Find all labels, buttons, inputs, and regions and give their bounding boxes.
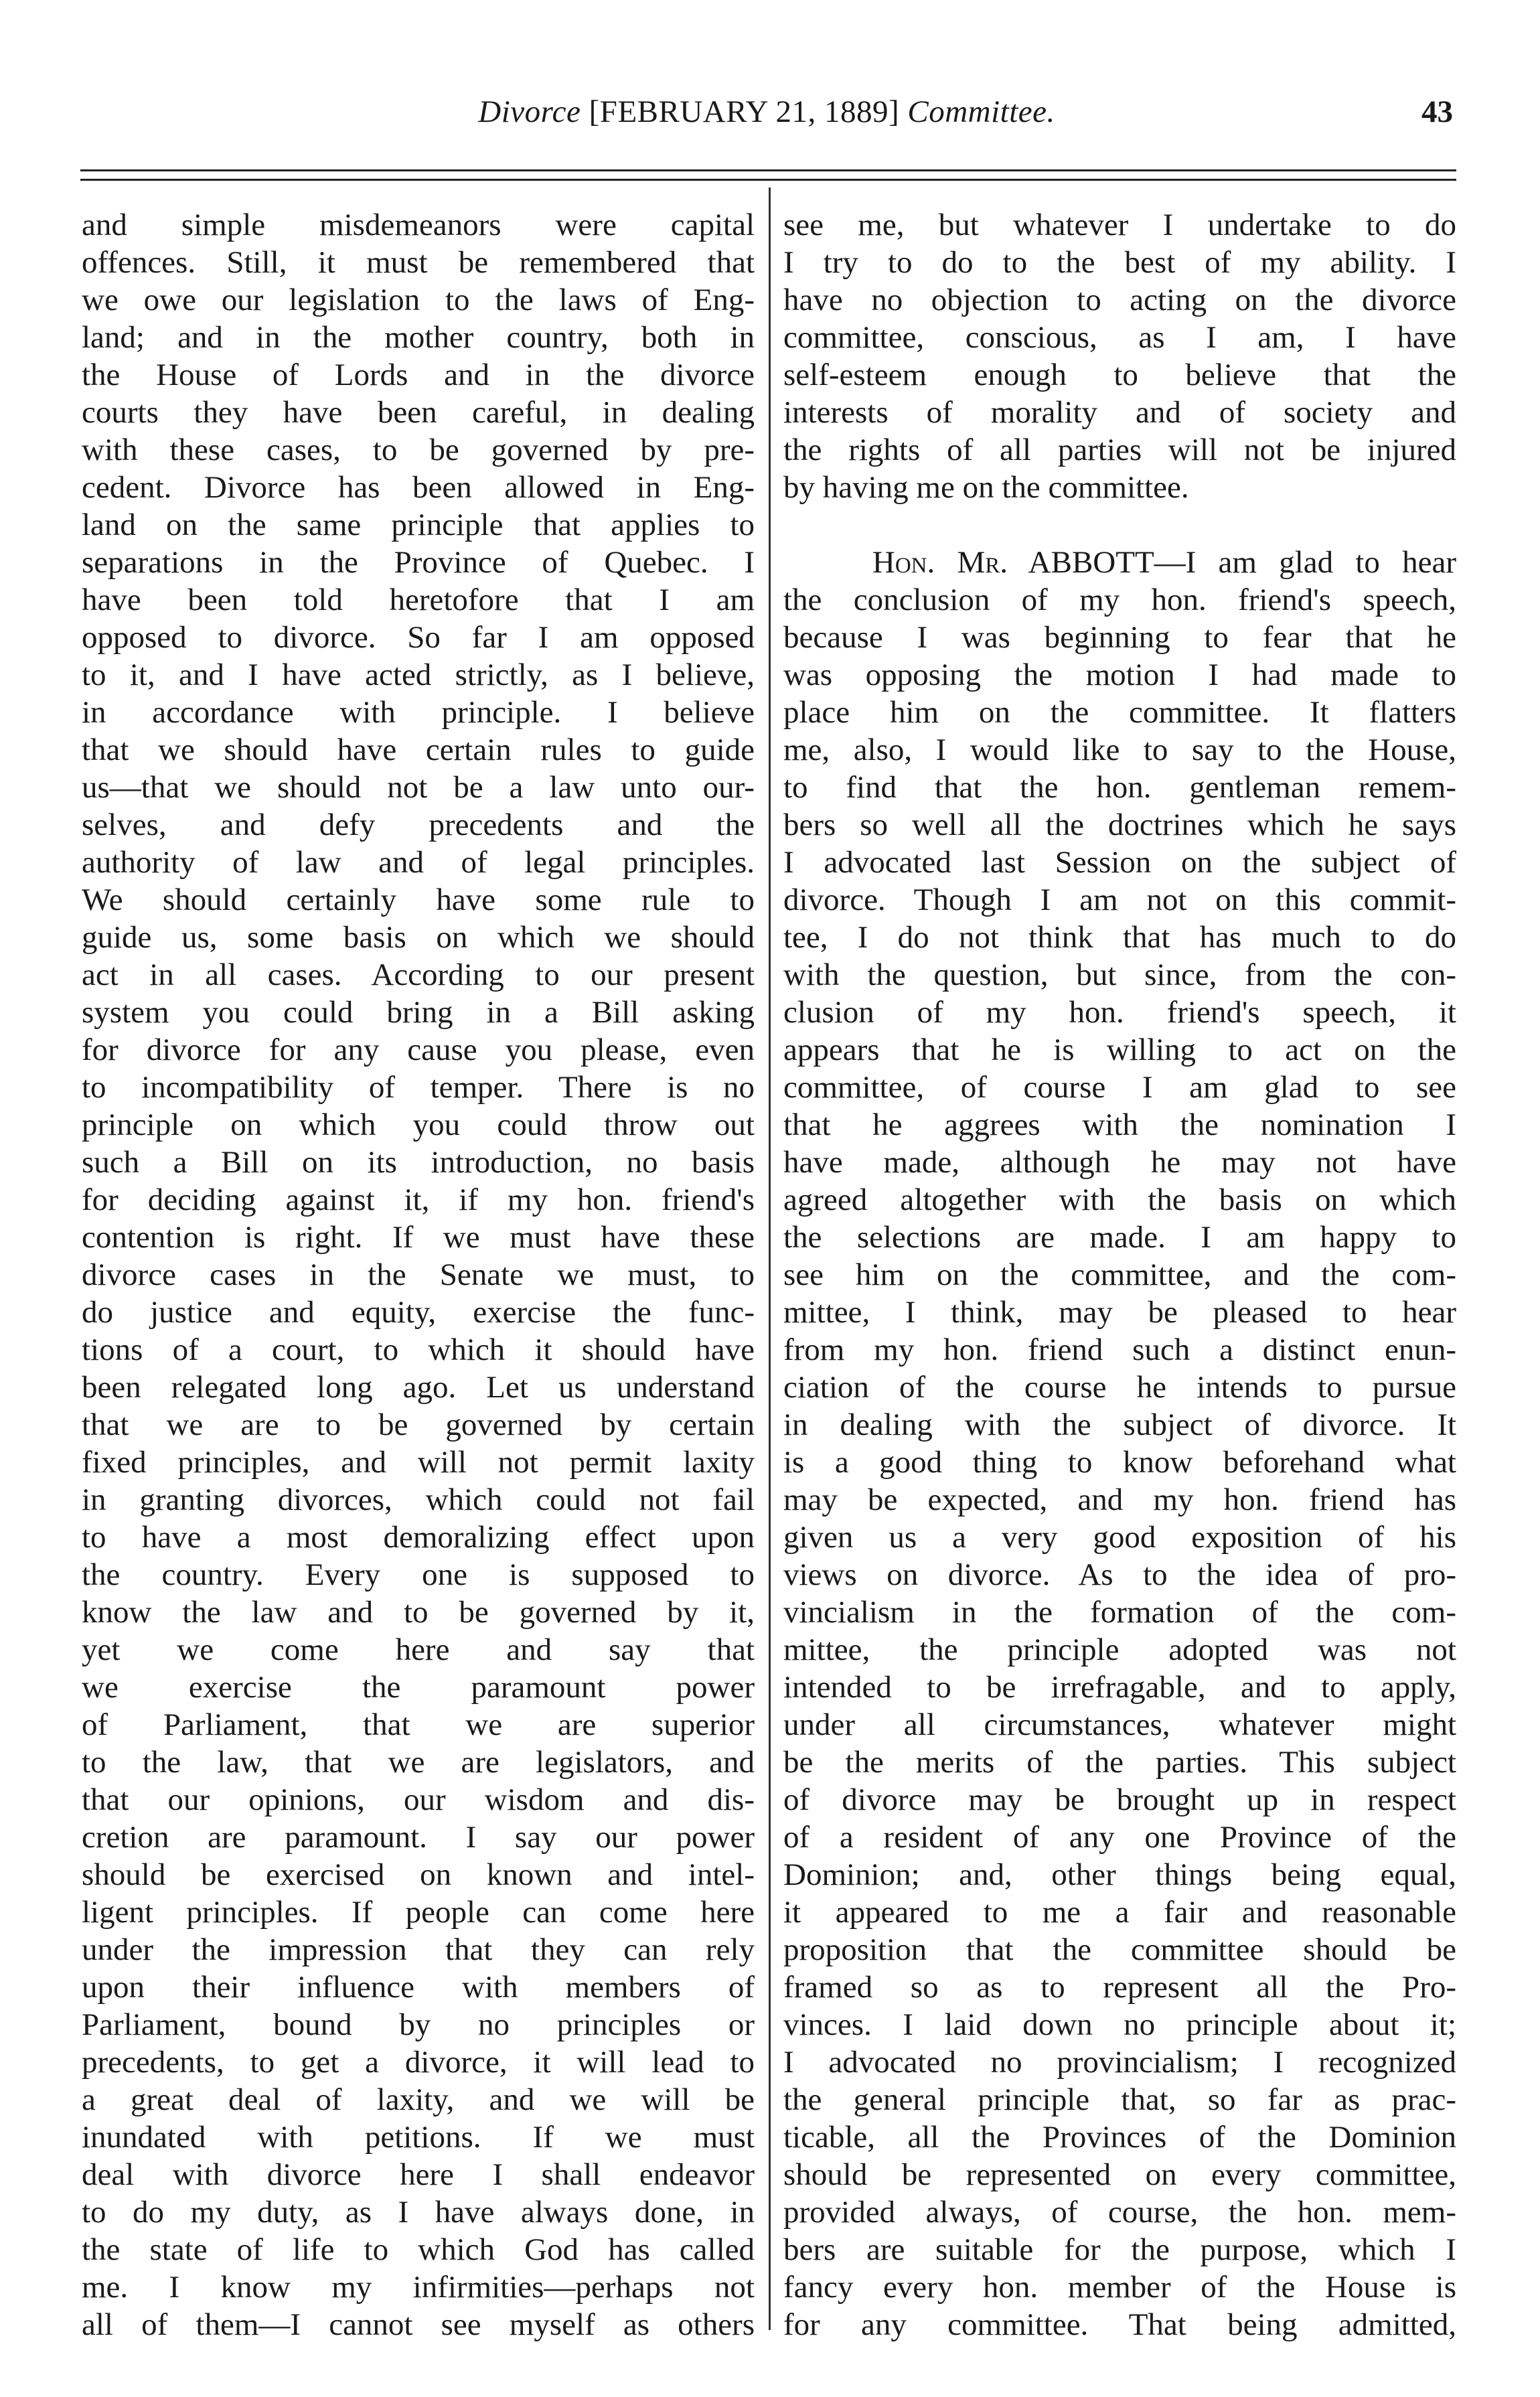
text-line: of divorce may be brought up in respect xyxy=(783,1782,1456,1817)
text-line: to have a most demoralizing effect upon xyxy=(82,1520,755,1555)
text-line: offences. Still, it must be remembered that xyxy=(82,245,755,280)
text-line: and simple misdemeanors were capital xyxy=(82,208,755,242)
text-line: ciation of the course he intends to pursue xyxy=(783,1370,1456,1405)
page-header xyxy=(80,94,1453,147)
text-line: a great deal of laxity, and we will be xyxy=(82,2082,755,2117)
text-line: self-esteem enough to believe that the xyxy=(783,358,1456,392)
text-line: that we are to be governed by certain xyxy=(82,1407,755,1442)
header-rule-top xyxy=(80,169,1456,171)
text-line: under all circumstances, whatever might xyxy=(783,1707,1456,1742)
text-line: I try to do to the best of my ability. I xyxy=(783,245,1456,280)
paragraph-gap xyxy=(783,506,1456,544)
text-line: the general principle that, so far as prac- xyxy=(783,2082,1456,2117)
text-line: the selections are made. I am happy to xyxy=(783,1220,1456,1255)
text-line: interests of morality and of society and xyxy=(783,395,1456,430)
text-line: such a Bill on its introduction, no basis xyxy=(82,1145,755,1180)
text-line: may be expected, and my hon. friend has xyxy=(783,1482,1456,1517)
text-line: have no objection to acting on the divorce xyxy=(783,283,1456,317)
text-line: us—that we should not be a law unto our- xyxy=(82,770,755,805)
text-line: I advocated no provincialism; I recognized xyxy=(783,2045,1456,2080)
text-line: of a resident of any one Province of the xyxy=(783,1820,1456,1855)
text-line: in dealing with the subject of divorce. It xyxy=(783,1407,1456,1442)
column-divider xyxy=(769,187,771,2330)
text-line: have made, although he may not have xyxy=(783,1145,1456,1180)
text-line: be the merits of the parties. This subject xyxy=(783,1745,1456,1780)
text-line: agreed altogether with the basis on which xyxy=(783,1182,1456,1217)
text-line: we owe our legislation to the laws of Eng- xyxy=(82,283,755,317)
text-line: under the impression that they can rely xyxy=(82,1932,755,1967)
text-line: the country. Every one is supposed to xyxy=(82,1557,755,1592)
text-line: see me, but whatever I undertake to do xyxy=(783,208,1456,242)
text-line: have been told heretofore that I am xyxy=(82,583,755,617)
right-paragraph-1 xyxy=(783,206,1456,506)
text-line: to it, and I have acted strictly, as I believe, xyxy=(82,658,755,692)
text-line: me. I know my infirmities—perhaps not xyxy=(82,2270,755,2305)
text-line: land on the same principle that applies to xyxy=(82,508,755,542)
text-line: yet we come here and say that xyxy=(82,1632,755,1667)
text-line: with these cases, to be governed by pre- xyxy=(82,433,755,467)
text-line: given us a very good exposition of his xyxy=(783,1520,1456,1555)
text-line: vinces. I laid down no principle about it; xyxy=(783,2007,1456,2042)
running-head-date: [FEBRUARY 21, 1889] xyxy=(589,94,900,129)
right-column xyxy=(783,206,1456,2343)
text-line: all of them—I cannot see myself as others xyxy=(82,2307,755,2342)
text-line: cedent. Divorce has been allowed in Eng- xyxy=(82,470,755,505)
text-line: was opposing the motion I had made to xyxy=(783,658,1456,692)
speaker-text: —I am glad to hear xyxy=(1154,545,1456,580)
text-line: to incompatibility of temper. There is no xyxy=(82,1070,755,1105)
text-line: know the law and to be governed by it, xyxy=(82,1595,755,1630)
running-head-right: Committee. xyxy=(907,94,1055,129)
text-line: that he aggrees with the nomination I xyxy=(783,1107,1456,1142)
text-line: mittee, I think, may be pleased to hear xyxy=(783,1295,1456,1330)
text-line: provided always, of course, the hon. mem- xyxy=(783,2195,1456,2230)
text-line: should be exercised on known and intel- xyxy=(82,1857,755,1892)
text-line: it appeared to me a fair and reasonable xyxy=(783,1895,1456,1930)
text-line: in accordance with principle. I believe xyxy=(82,695,755,730)
text-line: tee, I do not think that has much to do xyxy=(783,920,1456,955)
text-line: Parliament, bound by no principles or xyxy=(82,2007,755,2042)
text-line: for divorce for any cause you please, even xyxy=(82,1032,755,1067)
text-line: we exercise the paramount power xyxy=(82,1670,755,1705)
text-line: mittee, the principle adopted was not xyxy=(783,1632,1456,1667)
text-line: bers so well all the doctrines which he says xyxy=(783,807,1456,842)
text-line: committee, conscious, as I am, I have xyxy=(783,320,1456,355)
text-line: cretion are paramount. I say our power xyxy=(82,1820,755,1855)
text-line: of Parliament, that we are superior xyxy=(82,1707,755,1742)
text-line: for any committee. That being admitted, xyxy=(783,2307,1456,2342)
text-line: land; and in the mother country, both in xyxy=(82,320,755,355)
text-line: separations in the Province of Quebec. I xyxy=(82,545,755,580)
text-line: place him on the committee. It flatters xyxy=(783,695,1456,730)
text-line: to do my duty, as I have always done, in xyxy=(82,2195,755,2230)
text-line: act in all cases. According to our present xyxy=(82,957,755,992)
text-line: principle on which you could throw out xyxy=(82,1107,755,1142)
text-line: with the question, but since, from the con- xyxy=(783,957,1456,992)
text-line: to find that the hon. gentleman remem- xyxy=(783,770,1456,805)
text-line: fixed principles, and will not permit laxity xyxy=(82,1445,755,1480)
text-line: tions of a court, to which it should have xyxy=(82,1332,755,1367)
text-line: the conclusion of my hon. friend's speech, xyxy=(783,583,1456,617)
text-line: to the law, that we are legislators, and xyxy=(82,1745,755,1780)
text-line: I advocated last Session on the subject of xyxy=(783,845,1456,880)
text-line: been relegated long ago. Let us understand xyxy=(82,1370,755,1405)
text-line: in granting divorces, which could not fail xyxy=(82,1482,755,1517)
text-line: divorce. Though I am not on this commit- xyxy=(783,882,1456,917)
text-line: fancy every hon. member of the House is xyxy=(783,2270,1456,2305)
text-line: that we should have certain rules to guide xyxy=(82,732,755,767)
text-line: contention is right. If we must have these xyxy=(82,1220,755,1255)
text-line: see him on the committee, and the com- xyxy=(783,1257,1456,1292)
text-line: vincialism in the formation of the com- xyxy=(783,1595,1456,1630)
running-head-left: Divorce xyxy=(478,94,581,129)
running-head xyxy=(80,94,1453,130)
text-line: deal with divorce here I shall endeavor xyxy=(82,2157,755,2192)
text-line: divorce cases in the Senate we must, to xyxy=(82,1257,755,1292)
text-line: upon their influence with members of xyxy=(82,1970,755,2005)
text-line: committee, of course I am glad to see xyxy=(783,1070,1456,1105)
text-line: should be represented on every committee, xyxy=(783,2157,1456,2192)
text-line: me, also, I would like to say to the House, xyxy=(783,732,1456,767)
text-line: ligent principles. If people can come here xyxy=(82,1895,755,1930)
text-line: proposition that the committee should be xyxy=(783,1932,1456,1967)
text-line: bers are suitable for the purpose, which I xyxy=(783,2232,1456,2267)
text-line: courts they have been careful, in dealing xyxy=(82,395,755,430)
text-line: system you could bring in a Bill asking xyxy=(82,995,755,1030)
text-line: the rights of all parties will not be injured xyxy=(783,433,1456,467)
text-line: appears that he is willing to act on the xyxy=(783,1032,1456,1067)
text-line: for deciding against it, if my hon. friend's xyxy=(82,1182,755,1217)
text-line: framed so as to represent all the Pro- xyxy=(783,1970,1456,2005)
text-line: the state of life to which God has called xyxy=(82,2232,755,2267)
text-line: guide us, some basis on which we should xyxy=(82,920,755,955)
text-line: because I was beginning to fear that he xyxy=(783,620,1456,655)
text-line: the House of Lords and in the divorce xyxy=(82,358,755,392)
text-line: Dominion; and, other things being equal, xyxy=(783,1857,1456,1892)
text-line: authority of law and of legal principles. xyxy=(82,845,755,880)
text-line: is a good thing to know beforehand what xyxy=(783,1445,1456,1480)
text-line: We should certainly have some rule to xyxy=(82,882,755,917)
text-line: clusion of my hon. friend's speech, it xyxy=(783,995,1456,1030)
left-column xyxy=(82,206,755,2343)
text-line: selves, and defy precedents and the xyxy=(82,807,755,842)
text-line: that our opinions, our wisdom and dis- xyxy=(82,1782,755,1817)
text-line xyxy=(783,544,1456,581)
text-line: by having me on the committee. xyxy=(783,470,1189,505)
text-line: from my hon. friend such a distinct enun- xyxy=(783,1332,1456,1367)
right-paragraph-2 xyxy=(783,581,1456,2343)
text-line: ticable, all the Provinces of the Dominion xyxy=(783,2120,1456,2155)
text-line: precedents, to get a divorce, it will lead to xyxy=(82,2045,755,2080)
text-line: inundated with petitions. If we must xyxy=(82,2120,755,2155)
page-number: 43 xyxy=(1421,94,1453,129)
text-line: do justice and equity, exercise the func- xyxy=(82,1295,755,1330)
speaker-name: Hon. Mr. ABBOTT xyxy=(872,545,1154,580)
text-line: intended to be irrefragable, and to apply, xyxy=(783,1670,1456,1705)
header-rule-bottom xyxy=(80,179,1456,181)
text-line: views on divorce. As to the idea of pro- xyxy=(783,1557,1456,1592)
text-line: opposed to divorce. So far I am opposed xyxy=(82,620,755,655)
